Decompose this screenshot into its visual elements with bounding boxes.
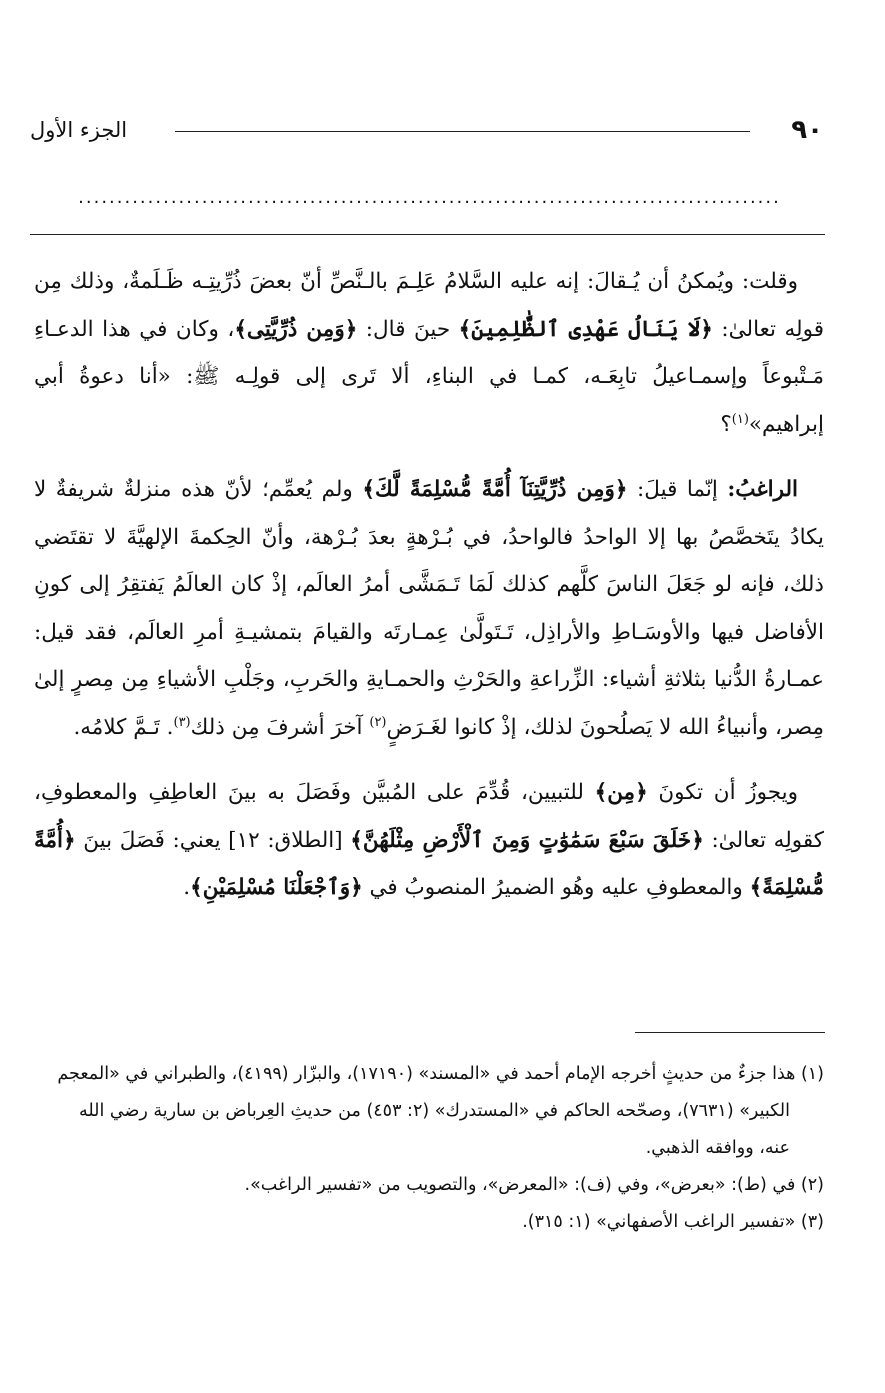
footnote-ref-3: (٣) <box>173 714 191 730</box>
running-title: الجزء الأول <box>30 118 128 142</box>
footnote-1-line-3: عنه، ووافقه الذهبي. <box>645 1138 790 1158</box>
quran-quote: ﴿خَلَقَ سَبْعَ سَمَٰوَٰتٍ وَمِنَ ٱلْأَرْضِ مِثْلَهُنَّ﴾ <box>350 827 704 853</box>
quran-quote: ﴿وَمِن ذُرِّيَّتِى﴾ <box>234 316 358 342</box>
footnotes <box>34 1056 824 1241</box>
quran-quote: ﴿أُمَّةً مُّسْلِمَةً﴾ <box>34 827 824 900</box>
quran-quote: ﴿وَمِن ذُرِّيَّتِنَآ أُمَّةً مُّسْلِمَةً لَّكَ﴾ <box>362 477 628 502</box>
footnote-ref-1: (١) <box>731 411 749 427</box>
elision-marks: ........................................................................................... <box>78 188 781 208</box>
page-number: ٩٠ <box>791 115 823 145</box>
footnote-2: (٢) في (ط): «بعرض»، وفي (ف): «المعرض»، والتصويب من «تفسير الراغب». <box>244 1175 824 1195</box>
footnote-3: (٣) «تفسير الراغب الأصفهاني» (١: ٣١٥). <box>522 1212 824 1232</box>
main-text <box>34 258 824 930</box>
footnote-separator <box>635 1032 825 1033</box>
quran-quote: ﴿لَا يَنَالُ عَهْدِى ٱلظَّٰلِمِينَ﴾ <box>458 316 713 342</box>
footnote-ref-2: (٢) <box>369 714 387 730</box>
footnote-1-line-1: (١) هذا جزءٌ من حديثٍ أخرجه الإمام أحمد في «المسند» (١٧١٩٠)، والبزّار (٤١٩٩)، والطبراني في «المعجم <box>57 1064 824 1084</box>
paragraph-1: وقلت: ويُمكنُ أن يُـقالَ: إنه عليه السَّلامُ عَلِـمَ بالـنَّصِّ أنّ بعضَ ذُرِّيتِـه ظَـلَمةٌ، وذلك مِن قولِه تعالىٰ: ﴿لَا يَنَالُ عَهْدِى ٱلظَّٰلِمِينَ﴾ حينَ قال: ﴿وَمِن ذُرِّيَّتِى﴾، وكان في هذا الدعـاءِ مَـتْبوعاً وإسمـاعيلُ تابِعَـه، كمـا في البناءِ، ألا تَرى إلى قولِـه ﷺ: «أنا دعوةُ أبي إبراهيم»$^{(١)}$؟ <box>34 269 824 437</box>
header-rule <box>175 131 750 132</box>
paragraph-lead: الراغبُ: <box>727 477 799 502</box>
paragraph-3: ويجوزُ أن تكونَ ﴿مِن﴾ للتبيين، قُدِّمَ على المُبيَّن وفَصَلَ به بينَ العاطِفِ والمعطوفِ، كقولِه تعالىٰ: ﴿خَلَقَ سَبْعَ سَمَٰوَٰتٍ وَمِنَ ٱلْأَرْضِ مِثْلَهُنَّ﴾ [الطلاق: ١٢] يعني: فَصَلَ بينَ ﴿أُمَّةً مُّسْلِمَةً﴾ والمعطوفِ عليه وهُو الضميرُ المنصوبُ في ﴿وَٱجْعَلْنَا مُسْلِمَيْنِ﴾. <box>34 780 824 900</box>
quran-quote: ﴿وَٱجْعَلْنَا مُسْلِمَيْنِ﴾ <box>190 875 363 900</box>
paragraph-2: الراغبُ: إنّما قيلَ: ﴿وَمِن ذُرِّيَّتِنَآ أُمَّةً مُّسْلِمَةً لَّكَ﴾ ولم يُعمِّم؛ لأنّ هذه منزلةٌ شريفةٌ لا يكادُ يتَخصَّصُ بها إلا الواحدُ فالواحدُ، في بُـرْهةٍ بعدَ بُـرْهة، وأنّ الحِكمةَ الإلهيَّةَ لا تقتَضي ذلك، فإنه لو جَعَلَ الناسَ كلَّهم كذلك لَمَا تَـمَشَّى أمرُ العالَم، إذْ كان العالَمُ يَفتقِرُ إلى كونِ الأفاضل فيها والأوسَـاطِ والأراذِل، تَـتَولَّىٰ عِمـارتَه والقيامَ بتمشيـةِ أمرِ العالَم، فقد قيل: عمـارةُ الدُّنيا بثلاثةِ أشياء: الزِّراعةِ والحَرْثِ والحمـايةِ والحَربِ، وجَلْبِ الأشياءِ مِن مِصرٍ إلىٰ مِصر، وأنبياءُ الله لا يَصلُحونَ لذلك، إذْ كانوا لغَـرَضٍ$^{(٢)}$ آخرَ أشرفَ مِن ذلك$^{(٣)}$. تَـمَّ كلامُه. <box>34 477 824 740</box>
page-header <box>30 112 825 152</box>
quran-quote: ﴿مِن﴾ <box>594 780 648 805</box>
text-top-rule <box>30 234 825 235</box>
footnote-1-line-2: الكبير» (٧٦٣١)، وصحّحه الحاكم في «المستدرك» (٢: ٤٥٣) من حديثِ العِرباض بن سارية رضي الله <box>78 1101 790 1121</box>
